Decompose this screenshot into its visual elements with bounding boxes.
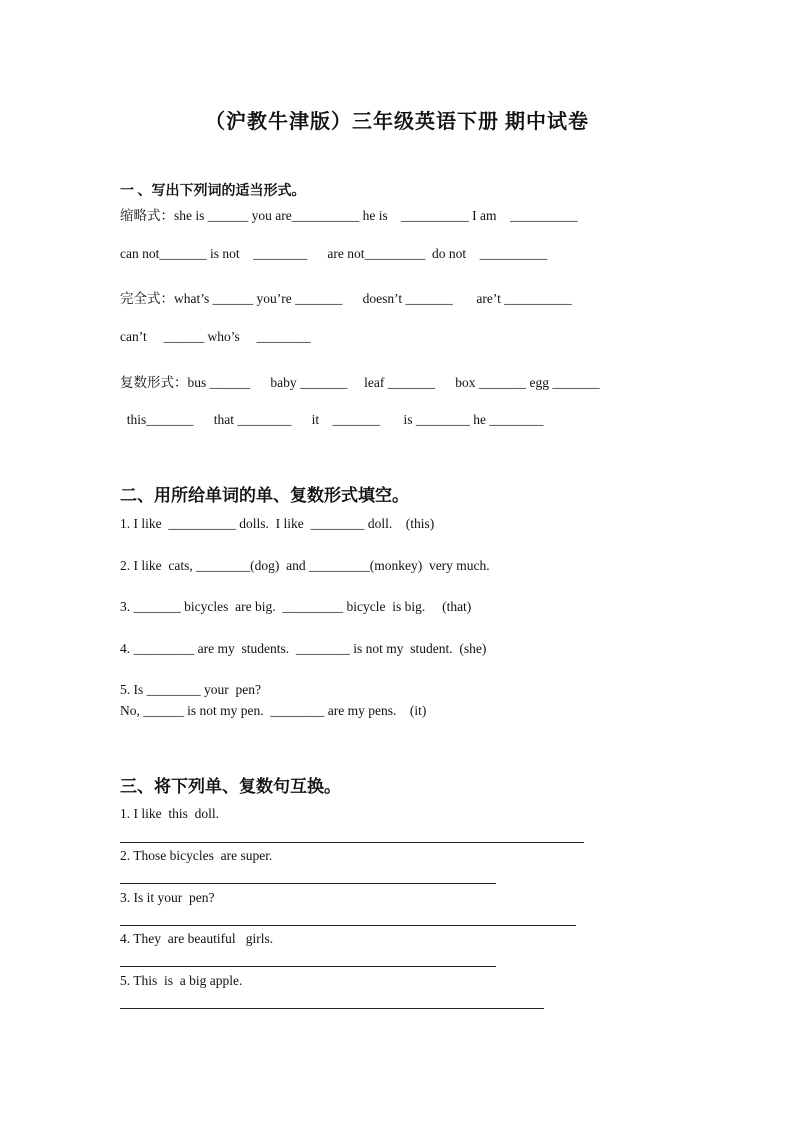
section-3-line-3: 3. Is it your pen? (120, 890, 215, 905)
answer-line (120, 1008, 544, 1009)
section-1-heading: 一 、写出下列词的适当形式。 (120, 184, 306, 199)
section-1-line-6: this_______ that ________ it _______ is ________ he ________ (120, 412, 544, 427)
section-1-line-1: 缩略式：she is ______ you are__________ he is __________ I am __________ (120, 208, 578, 223)
section-3-line-1: 1. I like this doll. (120, 806, 219, 821)
section-3-heading: 三、将下列单、复数句互换。 (120, 777, 341, 796)
answer-line (120, 966, 496, 967)
section-2-line-3: 3. _______ bicycles are big. _________ bicycle is big. (that) (120, 599, 472, 614)
section-3-line-4: 4. They are beautiful girls. (120, 931, 274, 946)
section-1-line-3: 完全式：what’s ______ you’re _______ doesn’t _______ are’t __________ (120, 291, 572, 306)
section-1-line-5: 复数形式：bus ______ baby _______ leaf _______ box _______ egg _______ (120, 375, 600, 390)
section-2-line-2: 2. I like cats, ________(dog) and _________(monkey) very much. (120, 558, 490, 573)
section-1-line-4: can’t ______ who’s ________ (120, 329, 311, 344)
section-2-line-5: 5. Is ________ your pen? (120, 682, 261, 697)
section-1-line-2: can not_______ is not ________ are not_________ do not __________ (120, 246, 548, 261)
section-3-line-5: 5. This is a big apple. (120, 973, 243, 988)
section-3-line-2: 2. Those bicycles are super. (120, 848, 273, 863)
page-title: （沪教牛津版）三年级英语下册 期中试卷 (205, 111, 589, 133)
section-2-line-6: No, ______ is not my pen. ________ are my pens. (it) (120, 703, 427, 718)
answer-line (120, 883, 496, 884)
answer-line (120, 925, 576, 926)
answer-line (120, 842, 584, 843)
section-2-heading: 二、用所给单词的单、复数形式填空。 (120, 486, 409, 505)
section-2-line-1: 1. I like __________ dolls. I like ________ doll. (this) (120, 516, 435, 531)
section-2-line-4: 4. _________ are my students. ________ is not my student. (she) (120, 641, 487, 656)
